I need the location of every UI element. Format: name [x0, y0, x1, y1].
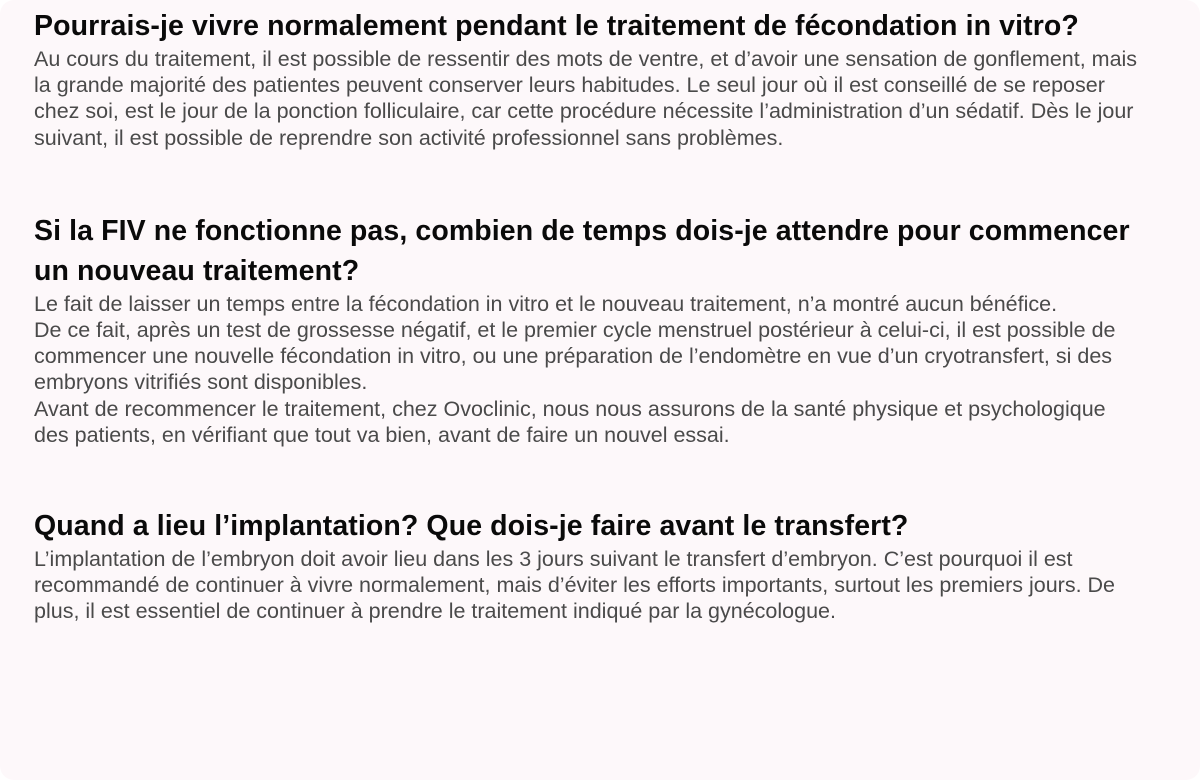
faq-answer-paragraph: De ce fait, après un test de grossesse négatif, et le premier cycle menstruel postérieur à celui-ci, il est possible de commencer une nouvelle fécondation in vitro, ou une préparation de l’endomètre en vue d’un cryotransfert, si des embryons vitrifiés sont disponibles.: [34, 318, 1116, 395]
faq-item-implantation: [34, 506, 1140, 625]
faq-answer: [34, 546, 1140, 625]
section-spacer: [34, 448, 1140, 506]
faq-item-new-treatment: [34, 211, 1140, 448]
faq-answer: [34, 291, 1140, 448]
faq-answer-paragraph: Au cours du traitement, il est possible de ressentir des mots de ventre, et d’avoir une sensation de gonflement, mais la grande majorité des patientes peuvent conserver leurs habitudes. Le seul jour où il est conseillé de se reposer chez soi, est le jour de la ponction folliculaire, car cette procédure nécessite l’administration d’un sédatif. Dès le jour suivant, il est possible de reprendre son activité professionnel sans problèmes.: [34, 47, 1138, 150]
faq-question: Pourrais-je vivre normalement pendant le traitement de fécondation in vitro?: [34, 10, 1079, 42]
faq-item-daily-life: [34, 6, 1140, 151]
faq-question: Quand a lieu l’implantation? Que dois-je faire avant le transfert?: [34, 510, 909, 543]
faq-answer-paragraph: Avant de recommencer le traitement, chez Ovoclinic, nous nous assurons de la santé physique et psychologique des patients, en vérifiant que tout va bien, avant de faire un nouvel essai.: [34, 396, 1106, 447]
faq-answer: [34, 46, 1140, 151]
faq-answer-paragraph: Le fait de laisser un temps entre la fécondation in vitro et le nouveau traitement, n’a montré aucun bénéfice.: [34, 291, 1058, 316]
faq-answer-paragraph: L’implantation de l’embryon doit avoir lieu dans les 3 jours suivant le transfert d’embryon. C’est pourquoi il est recommandé de continuer à vivre normalement, mais d’éviter les efforts importants, surtout les premiers jours. De plus, il est essentiel de continuer à prendre le traitement indiqué par la gynécologue.: [34, 547, 1116, 624]
faq-question: Si la FIV ne fonctionne pas, combien de temps dois-je attendre pour commencer un nouveau traitement?: [34, 214, 1130, 287]
section-spacer: [34, 151, 1140, 211]
